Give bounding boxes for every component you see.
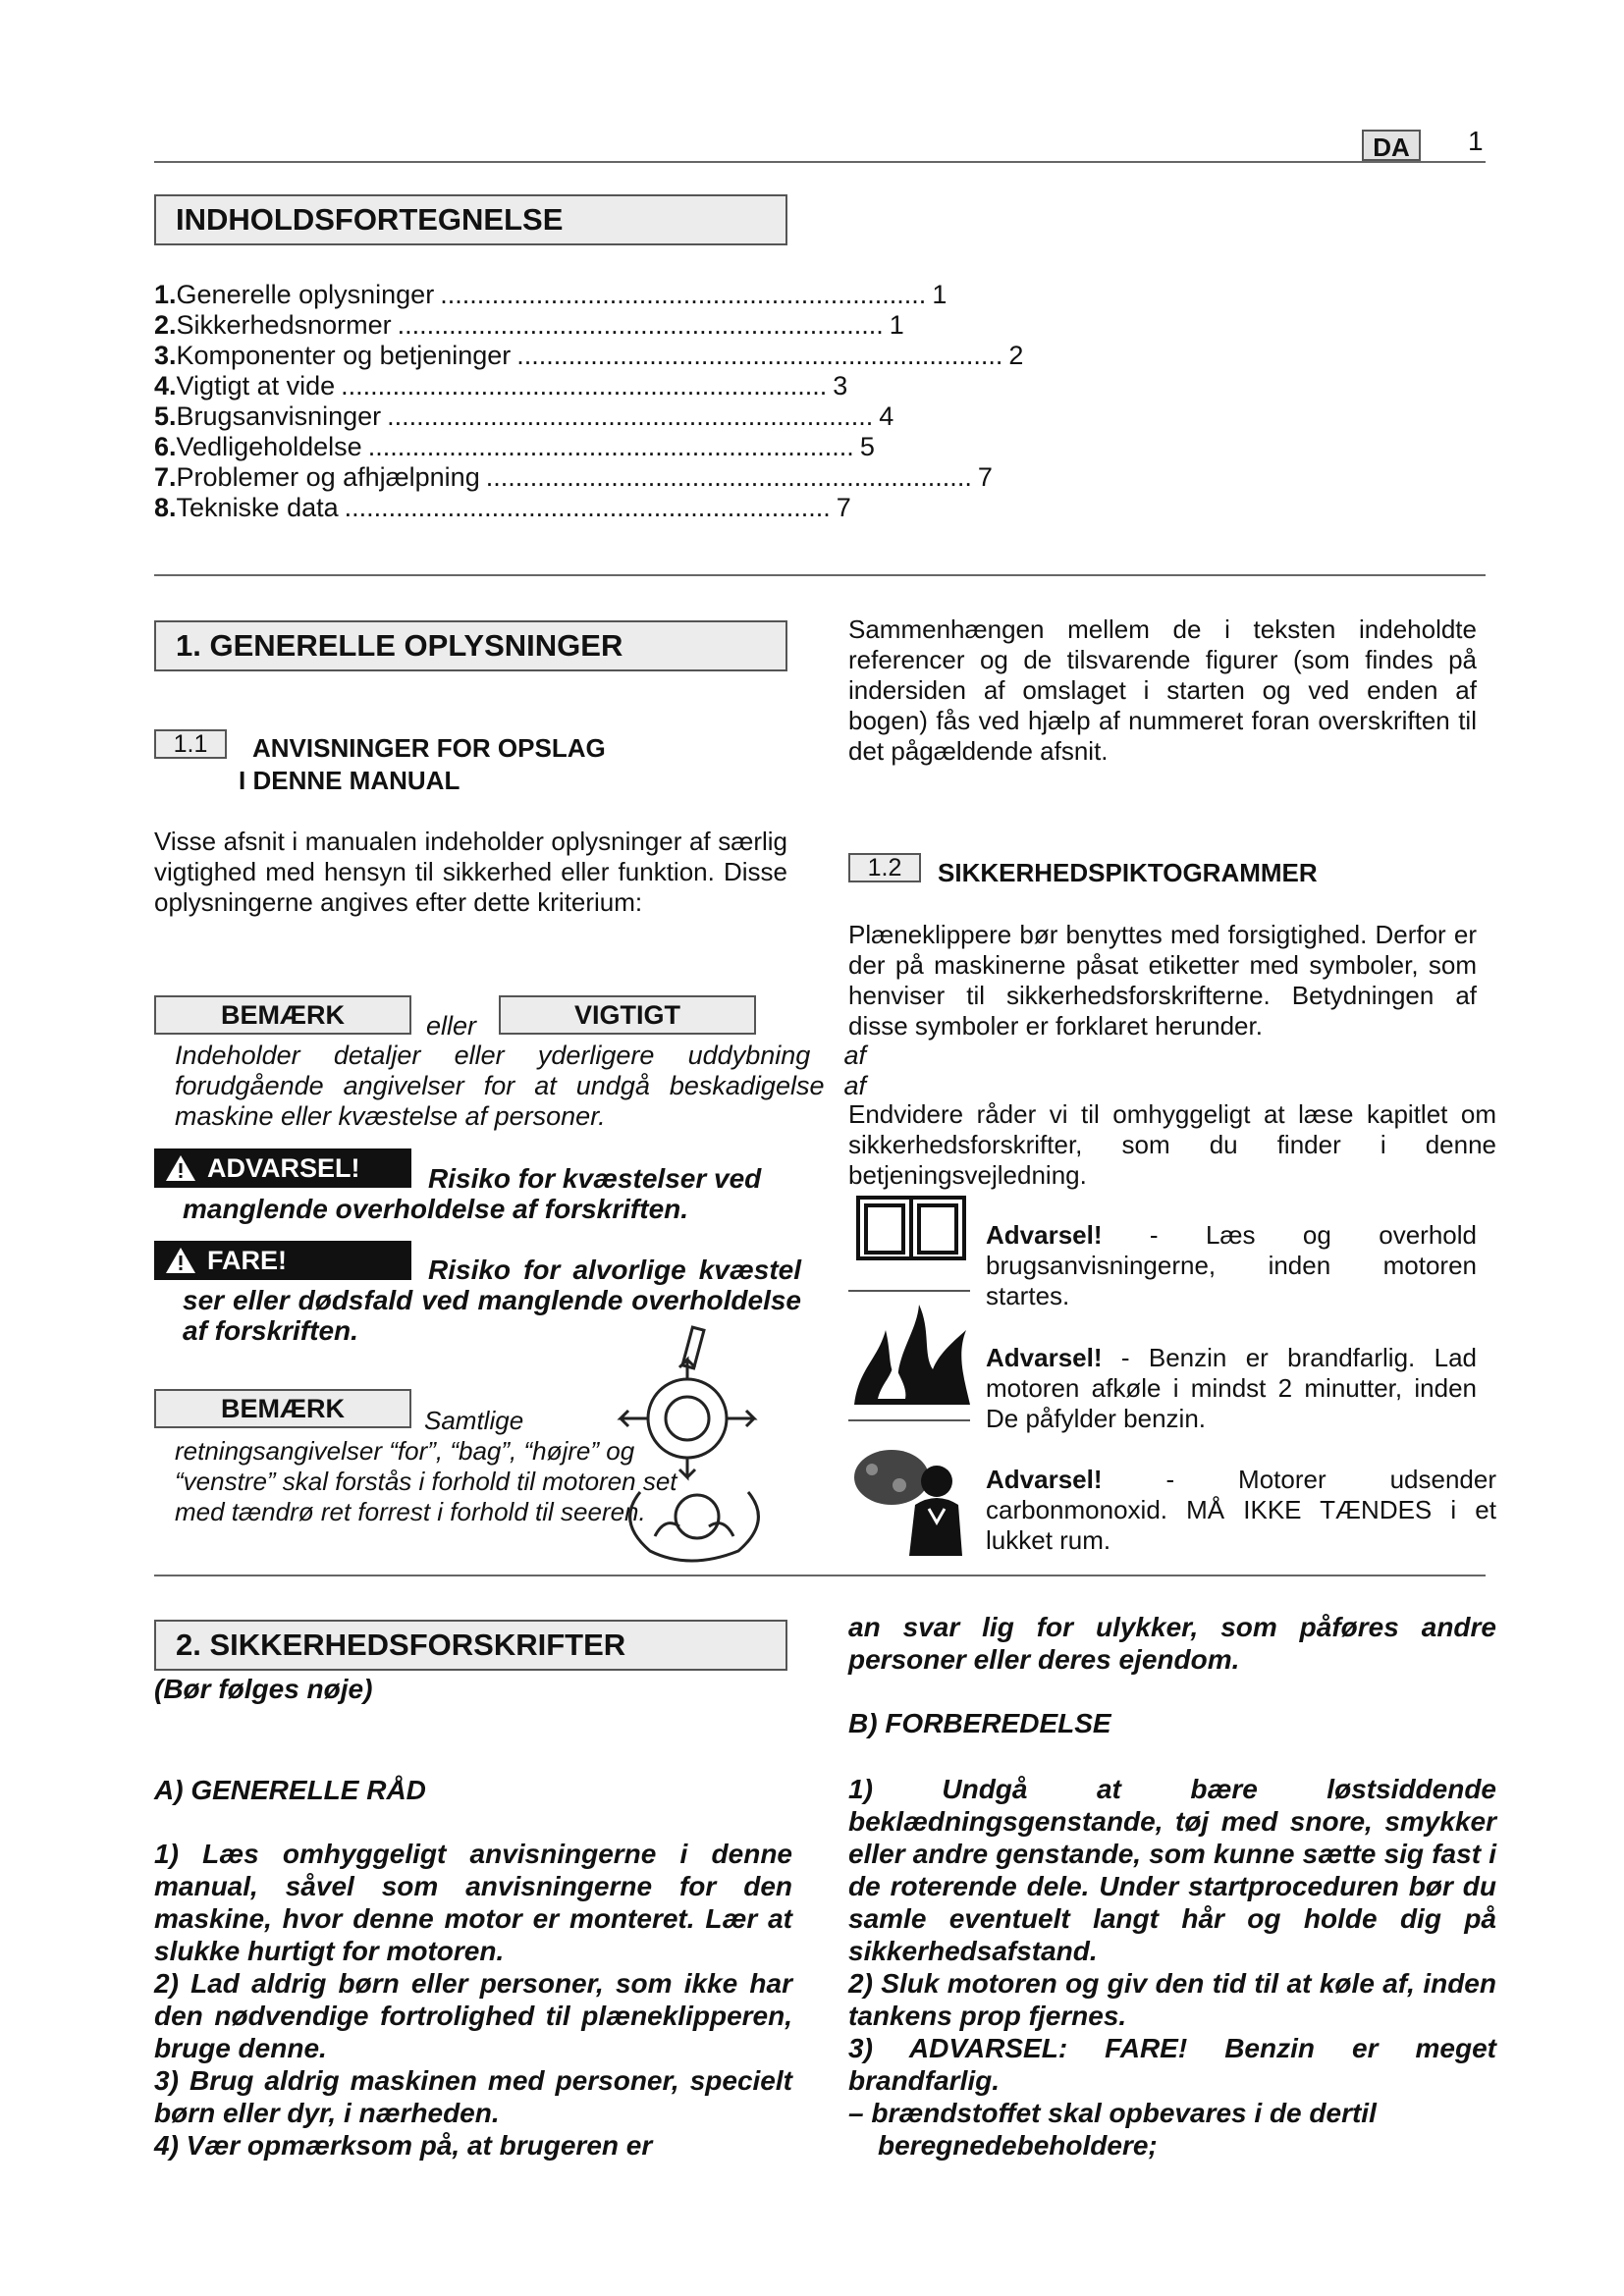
section1-title-text: 1. GENERELLE OPLYSNINGER xyxy=(176,628,623,663)
picto-bold: Advarsel! xyxy=(986,1465,1103,1494)
flame-icon xyxy=(848,1301,976,1409)
toc-num: 4. xyxy=(154,371,177,400)
note-text: Indeholder detaljer eller yderligere uddybning af forudgående angivelser for at undgå beskadigelse af maskine eller kvæstelse af personer. xyxy=(175,1041,866,1131)
a-items xyxy=(154,1838,792,2162)
s12-text2: Endvidere råder vi til omhyggeligt at læse kapitlet om sikkerhedsforskrifter, som du finder i denne betjeningsvejledning. xyxy=(848,1099,1496,1190)
subsection-1-1-title-line1: ANVISNINGER FOR OPSLAG xyxy=(252,733,606,763)
list-item: 2) Lad aldrig børn eller personer, som ikke har den nødvendige fortrolighed til plæneklipperen, bruge denne. xyxy=(154,1968,792,2063)
toc-page: 1 xyxy=(889,310,904,340)
bemaerk-label: BEMÆRK xyxy=(154,995,411,1035)
toc-leader: .................................................................. xyxy=(367,432,854,461)
b-items xyxy=(848,1773,1496,2162)
picto-bold: Advarsel! xyxy=(986,1220,1103,1250)
page-number: 1 xyxy=(1468,126,1484,156)
subsection-1-1-title xyxy=(239,732,606,797)
toc-label: Brugsanvisninger xyxy=(176,401,382,431)
section2-title-text: 2. SIKKERHEDSFORSKRIFTER xyxy=(176,1628,626,1662)
toc-label: Generelle oplysninger xyxy=(176,280,435,309)
toc-leader: .................................................................. xyxy=(397,310,884,340)
picto-text: - Læs og overhold brugsanvisningerne, inden motoren startes. xyxy=(986,1220,1477,1310)
picto-text: - Motorer udsender carbonmonoxid. MÅ IKKE TÆNDES i et lukket rum. xyxy=(986,1465,1496,1555)
fare-label-text: FARE! xyxy=(207,1245,287,1275)
toc-num: 7. xyxy=(154,462,177,492)
list-item: 1) Læs omhyggeligt anvisningerne i denne manual, såvel som anvisningerne for den maskine, hvor denne motor er monteret. Lær at slukke hurtigt for motoren. xyxy=(154,1839,792,1966)
toc-page: 4 xyxy=(879,401,894,431)
direction-note-text: Samtlige retningsangivelser “for”, “bag”, “højre” og “venstre” skal forstås i forhold til motoren set med tændrø ret forrest i forhold til seeren. xyxy=(175,1406,677,1526)
toc-item[interactable] xyxy=(154,371,848,401)
picto-divider xyxy=(848,1290,970,1292)
toc-num: 1. xyxy=(154,280,177,309)
toc-leader: .................................................................. xyxy=(387,401,874,431)
toc-title xyxy=(154,194,787,245)
picto-text: - Benzin er brandfarlig. Lad motoren afkøle i mindst 2 minutter, inden De påfylder benzin. xyxy=(986,1343,1477,1433)
section-number-1-2: 1.2 xyxy=(848,853,921,882)
advarsel-label-text: ADVARSEL! xyxy=(207,1152,360,1183)
picto-text-book xyxy=(986,1220,1477,1311)
engine-orientation-illustration xyxy=(611,1320,783,1566)
toc-page: 5 xyxy=(859,432,875,461)
toc-item[interactable] xyxy=(154,280,947,310)
toc-item[interactable] xyxy=(154,462,993,493)
advarsel-text: Risiko for kvæstelser ved manglende overholdelse af forskriften. xyxy=(183,1163,762,1224)
picto-divider xyxy=(848,1419,970,1421)
toc-num: 6. xyxy=(154,432,177,461)
toc-page: 7 xyxy=(836,493,851,522)
toc-label: Komponenter og betjeninger xyxy=(176,341,512,370)
picto-text-flame xyxy=(986,1343,1477,1434)
b-title: B) FORBEREDELSE xyxy=(848,1708,1111,1738)
section1-rule xyxy=(154,1575,1486,1576)
a-continuation: an svar lig for ulykker, som påføres andre personer eller deres ejendom. xyxy=(848,1612,1496,1675)
toc-item[interactable] xyxy=(154,341,1024,371)
toc-item[interactable] xyxy=(154,493,851,523)
s12-text1: Plæneklippere bør benyttes med forsigtighed. Derfor er der på maskinerne påsat etiketter med symboler, som henviser til sikkerhedsforskrifterne. Betydningen af disse symboler er forklaret herunder. xyxy=(848,920,1477,1041)
toc-title-text: INDHOLDSFORTEGNELSE xyxy=(176,202,564,237)
section2-subtitle: (Bør følges nøje) xyxy=(154,1674,373,1704)
s11-intro: Visse afsnit i manualen indeholder oplysninger af særlig vigtighed med hensyn til sikkerhed eller funktion. Disse oplysningerne angives efter dette kriterium: xyxy=(154,827,787,917)
toc-page: 7 xyxy=(977,462,993,492)
a-title: A) GENERELLE RÅD xyxy=(154,1775,426,1805)
list-item: – brændstoffet skal opbevares i de dertil beregnedebeholdere; xyxy=(848,2098,1377,2161)
toc-item[interactable] xyxy=(154,432,875,462)
or-word: eller xyxy=(426,1011,477,1041)
picto-text-exhaust xyxy=(986,1465,1496,1556)
toc-leader: .................................................................. xyxy=(341,371,828,400)
bemaerk2-label: BEMÆRK xyxy=(154,1389,411,1428)
toc-item[interactable] xyxy=(154,401,894,432)
list-item: 4) Vær opmærksom på, at brugeren er xyxy=(154,2130,653,2161)
s11-continuation: Sammenhængen mellem de i teksten indeholdte referencer og de tilsvarende figurer (som findes på indersiden af omslaget i starten og ved enden af bogen) fås ved hjælp af nummeret foran overskriften til det pågældende afsnit. xyxy=(848,614,1477,766)
toc-item[interactable] xyxy=(154,310,904,341)
toc-leader: .................................................................. xyxy=(344,493,831,522)
subsection-1-2-title: SIKKERHEDSPIKTOGRAMMER xyxy=(938,858,1318,887)
toc-leader: .................................................................. xyxy=(485,462,972,492)
toc-num: 8. xyxy=(154,493,177,522)
section1-title xyxy=(154,620,787,671)
section-number-1-1: 1.1 xyxy=(154,729,227,759)
vigtigt-label: VIGTIGT xyxy=(499,995,756,1035)
toc-page: 3 xyxy=(833,371,848,400)
section2-title xyxy=(154,1620,787,1671)
exhaust-gas-icon xyxy=(852,1448,968,1558)
toc-label: Sikkerhedsnormer xyxy=(176,310,392,340)
lang-badge: DA xyxy=(1362,130,1421,161)
header-rule xyxy=(154,161,1486,163)
toc-list xyxy=(154,280,1024,523)
toc-page: 2 xyxy=(1008,341,1024,370)
toc-label: Vedligeholdelse xyxy=(176,432,362,461)
fare-text: Risiko for alvorlige kvæstel ser eller dødsfald ved manglende overholdelse af forskriften. xyxy=(183,1255,801,1346)
toc-num: 3. xyxy=(154,341,177,370)
subsection-1-1-title-line2: I DENNE MANUAL xyxy=(239,766,460,795)
toc-label: Tekniske data xyxy=(176,493,339,522)
toc-page: 1 xyxy=(932,280,947,309)
toc-leader: .................................................................. xyxy=(516,341,1003,370)
toc-label: Problemer og afhjælpning xyxy=(176,462,480,492)
book-icon xyxy=(852,1190,970,1268)
toc-num: 2. xyxy=(154,310,177,340)
toc-num: 5. xyxy=(154,401,177,431)
list-item: 1) Undgå at bære løstsiddende beklædningsgenstande, tøj med snore, smykker eller andre genstande, som kunne sætte sig fast i de roterende dele. Under startproceduren bør du samle eventuelt langt hår og holde dig på sikkerhedsafstand. xyxy=(848,1774,1496,1966)
toc-rule xyxy=(154,574,1486,576)
list-item: 2) Sluk motoren og giv den tid til at køle af, inden tankens prop fjernes. xyxy=(848,1968,1496,2031)
picto-bold: Advarsel! xyxy=(986,1343,1103,1372)
toc-leader: .................................................................. xyxy=(440,280,927,309)
toc-label: Vigtigt at vide xyxy=(176,371,336,400)
list-item: 3) ADVARSEL: FARE! Benzin er meget brandfarlig. xyxy=(848,2033,1496,2096)
list-item: 3) Brug aldrig maskinen med personer, specielt børn eller dyr, i nærheden. xyxy=(154,2065,792,2128)
